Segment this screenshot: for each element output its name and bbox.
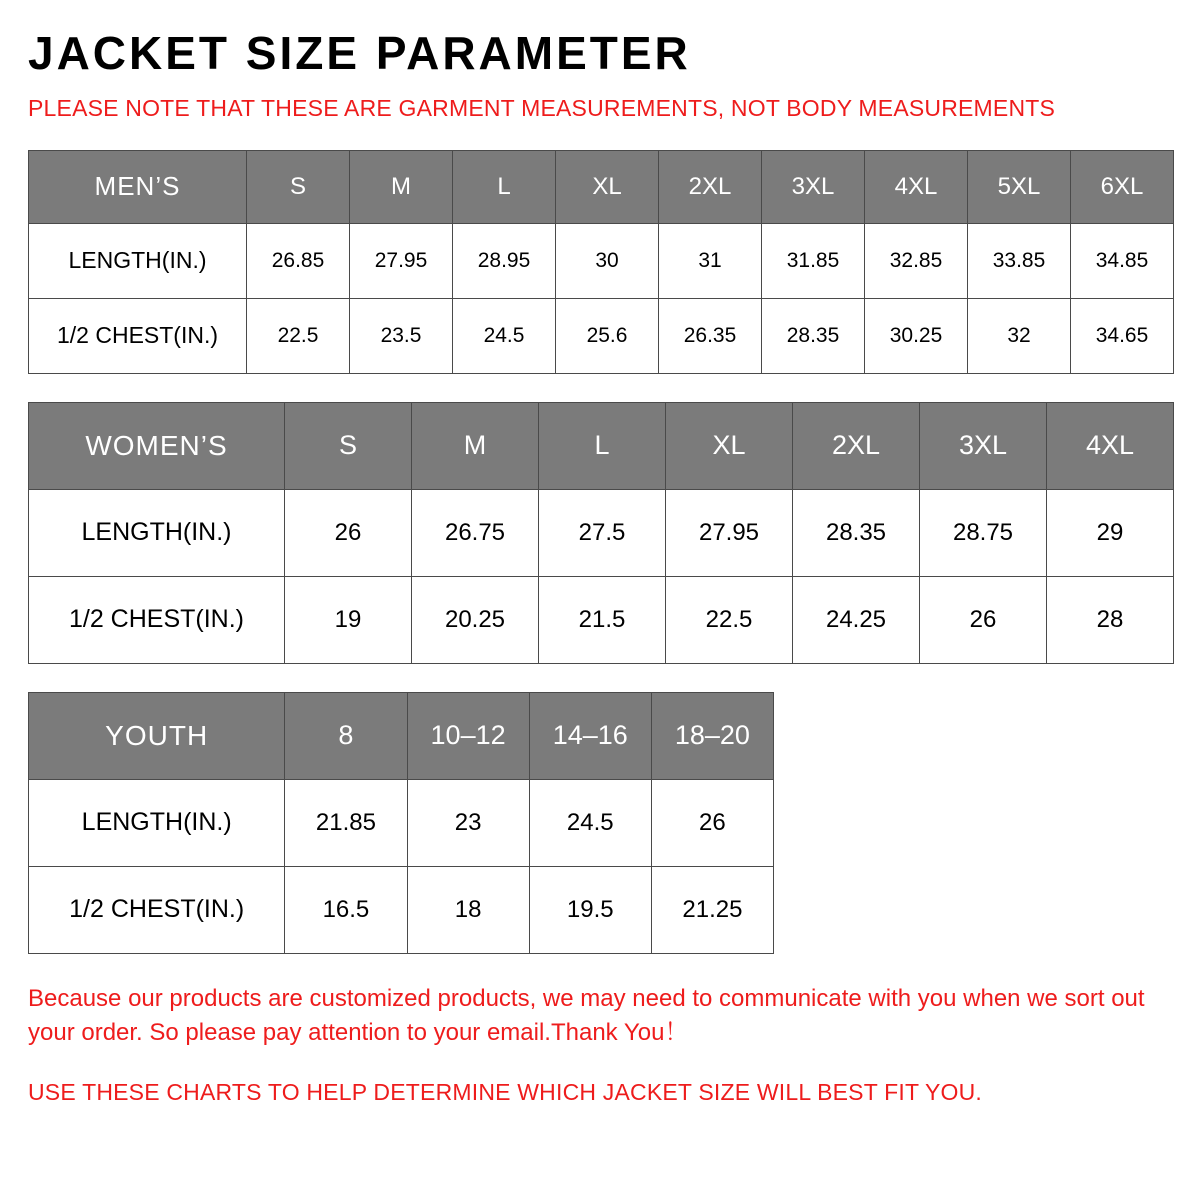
table-row [29, 576, 1174, 663]
row-label: LENGTH(IN.) [29, 779, 285, 866]
size-header-cell: XL [666, 402, 793, 489]
footer-note-use-charts: USE THESE CHARTS TO HELP DETERMINE WHICH JACKET SIZE WILL BEST FIT YOU. [28, 1079, 982, 1106]
size-header-cell: 14–16 [529, 692, 651, 779]
data-cell: 25.6 [556, 298, 659, 373]
data-cell: 20.25 [412, 576, 539, 663]
data-cell: 32.85 [865, 223, 968, 298]
footer-notes [28, 982, 1172, 1109]
size-header-cell: 2XL [793, 402, 920, 489]
data-cell: 28.35 [793, 489, 920, 576]
size-header-cell: S [247, 150, 350, 223]
size-header-cell: 4XL [1047, 402, 1174, 489]
size-header-cell: 6XL [1071, 150, 1174, 223]
youth-table-label: YOUTH [29, 692, 285, 779]
data-cell: 24.5 [453, 298, 556, 373]
data-cell: 21.85 [285, 779, 407, 866]
data-cell: 19 [285, 576, 412, 663]
data-cell: 24.5 [529, 779, 651, 866]
data-cell: 22.5 [247, 298, 350, 373]
size-header-cell: 2XL [659, 150, 762, 223]
table-header-row [29, 402, 1174, 489]
data-cell: 31 [659, 223, 762, 298]
data-cell: 23 [407, 779, 529, 866]
size-header-cell: M [412, 402, 539, 489]
data-cell: 26.35 [659, 298, 762, 373]
data-cell: 31.85 [762, 223, 865, 298]
data-cell: 28.35 [762, 298, 865, 373]
table-row [29, 779, 774, 866]
size-header-cell: M [350, 150, 453, 223]
womens-size-table [28, 402, 1174, 664]
page-title: JACKET SIZE PARAMETER [28, 27, 691, 79]
table-row [29, 489, 1174, 576]
size-header-cell: 18–20 [651, 692, 773, 779]
mens-table-label: MEN’S [29, 150, 247, 223]
data-cell: 24.25 [793, 576, 920, 663]
size-header-cell: 3XL [920, 402, 1047, 489]
size-header-cell: 10–12 [407, 692, 529, 779]
data-cell: 30 [556, 223, 659, 298]
row-label: 1/2 CHEST(IN.) [29, 298, 247, 373]
data-cell: 28.95 [453, 223, 556, 298]
data-cell: 21.5 [539, 576, 666, 663]
measurement-note: PLEASE NOTE THAT THESE ARE GARMENT MEASUREMENTS, NOT BODY MEASUREMENTS [28, 94, 1056, 121]
data-cell: 28.75 [920, 489, 1047, 576]
table-header-row [29, 692, 774, 779]
size-header-cell: XL [556, 150, 659, 223]
data-cell: 28 [1047, 576, 1174, 663]
size-header-cell: S [285, 402, 412, 489]
table-header-row [29, 150, 1174, 223]
youth-size-table [28, 692, 774, 954]
footer-note-custom-products: Because our products are customized products, we may need to communicate with you when we sort out your order. So please pay attention to your email.Thank You！ [28, 984, 1145, 1047]
size-header-cell: 5XL [968, 150, 1071, 223]
table-row [29, 223, 1174, 298]
data-cell: 29 [1047, 489, 1174, 576]
data-cell: 26.75 [412, 489, 539, 576]
size-header-cell: 3XL [762, 150, 865, 223]
data-cell: 33.85 [968, 223, 1071, 298]
data-cell: 26 [920, 576, 1047, 663]
data-cell: 34.85 [1071, 223, 1174, 298]
data-cell: 27.95 [666, 489, 793, 576]
row-label: LENGTH(IN.) [29, 489, 285, 576]
data-cell: 32 [968, 298, 1071, 373]
data-cell: 26.85 [247, 223, 350, 298]
table-row [29, 866, 774, 953]
mens-size-table [28, 150, 1174, 374]
row-label: 1/2 CHEST(IN.) [29, 866, 285, 953]
table-row [29, 298, 1174, 373]
row-label: 1/2 CHEST(IN.) [29, 576, 285, 663]
size-header-cell: 8 [285, 692, 407, 779]
data-cell: 27.95 [350, 223, 453, 298]
data-cell: 34.65 [1071, 298, 1174, 373]
row-label: LENGTH(IN.) [29, 223, 247, 298]
data-cell: 26 [285, 489, 412, 576]
data-cell: 19.5 [529, 866, 651, 953]
womens-table-label: WOMEN’S [29, 402, 285, 489]
size-header-cell: L [539, 402, 666, 489]
data-cell: 21.25 [651, 866, 773, 953]
data-cell: 27.5 [539, 489, 666, 576]
data-cell: 30.25 [865, 298, 968, 373]
data-cell: 22.5 [666, 576, 793, 663]
data-cell: 16.5 [285, 866, 407, 953]
data-cell: 18 [407, 866, 529, 953]
size-header-cell: L [453, 150, 556, 223]
size-header-cell: 4XL [865, 150, 968, 223]
data-cell: 23.5 [350, 298, 453, 373]
data-cell: 26 [651, 779, 773, 866]
